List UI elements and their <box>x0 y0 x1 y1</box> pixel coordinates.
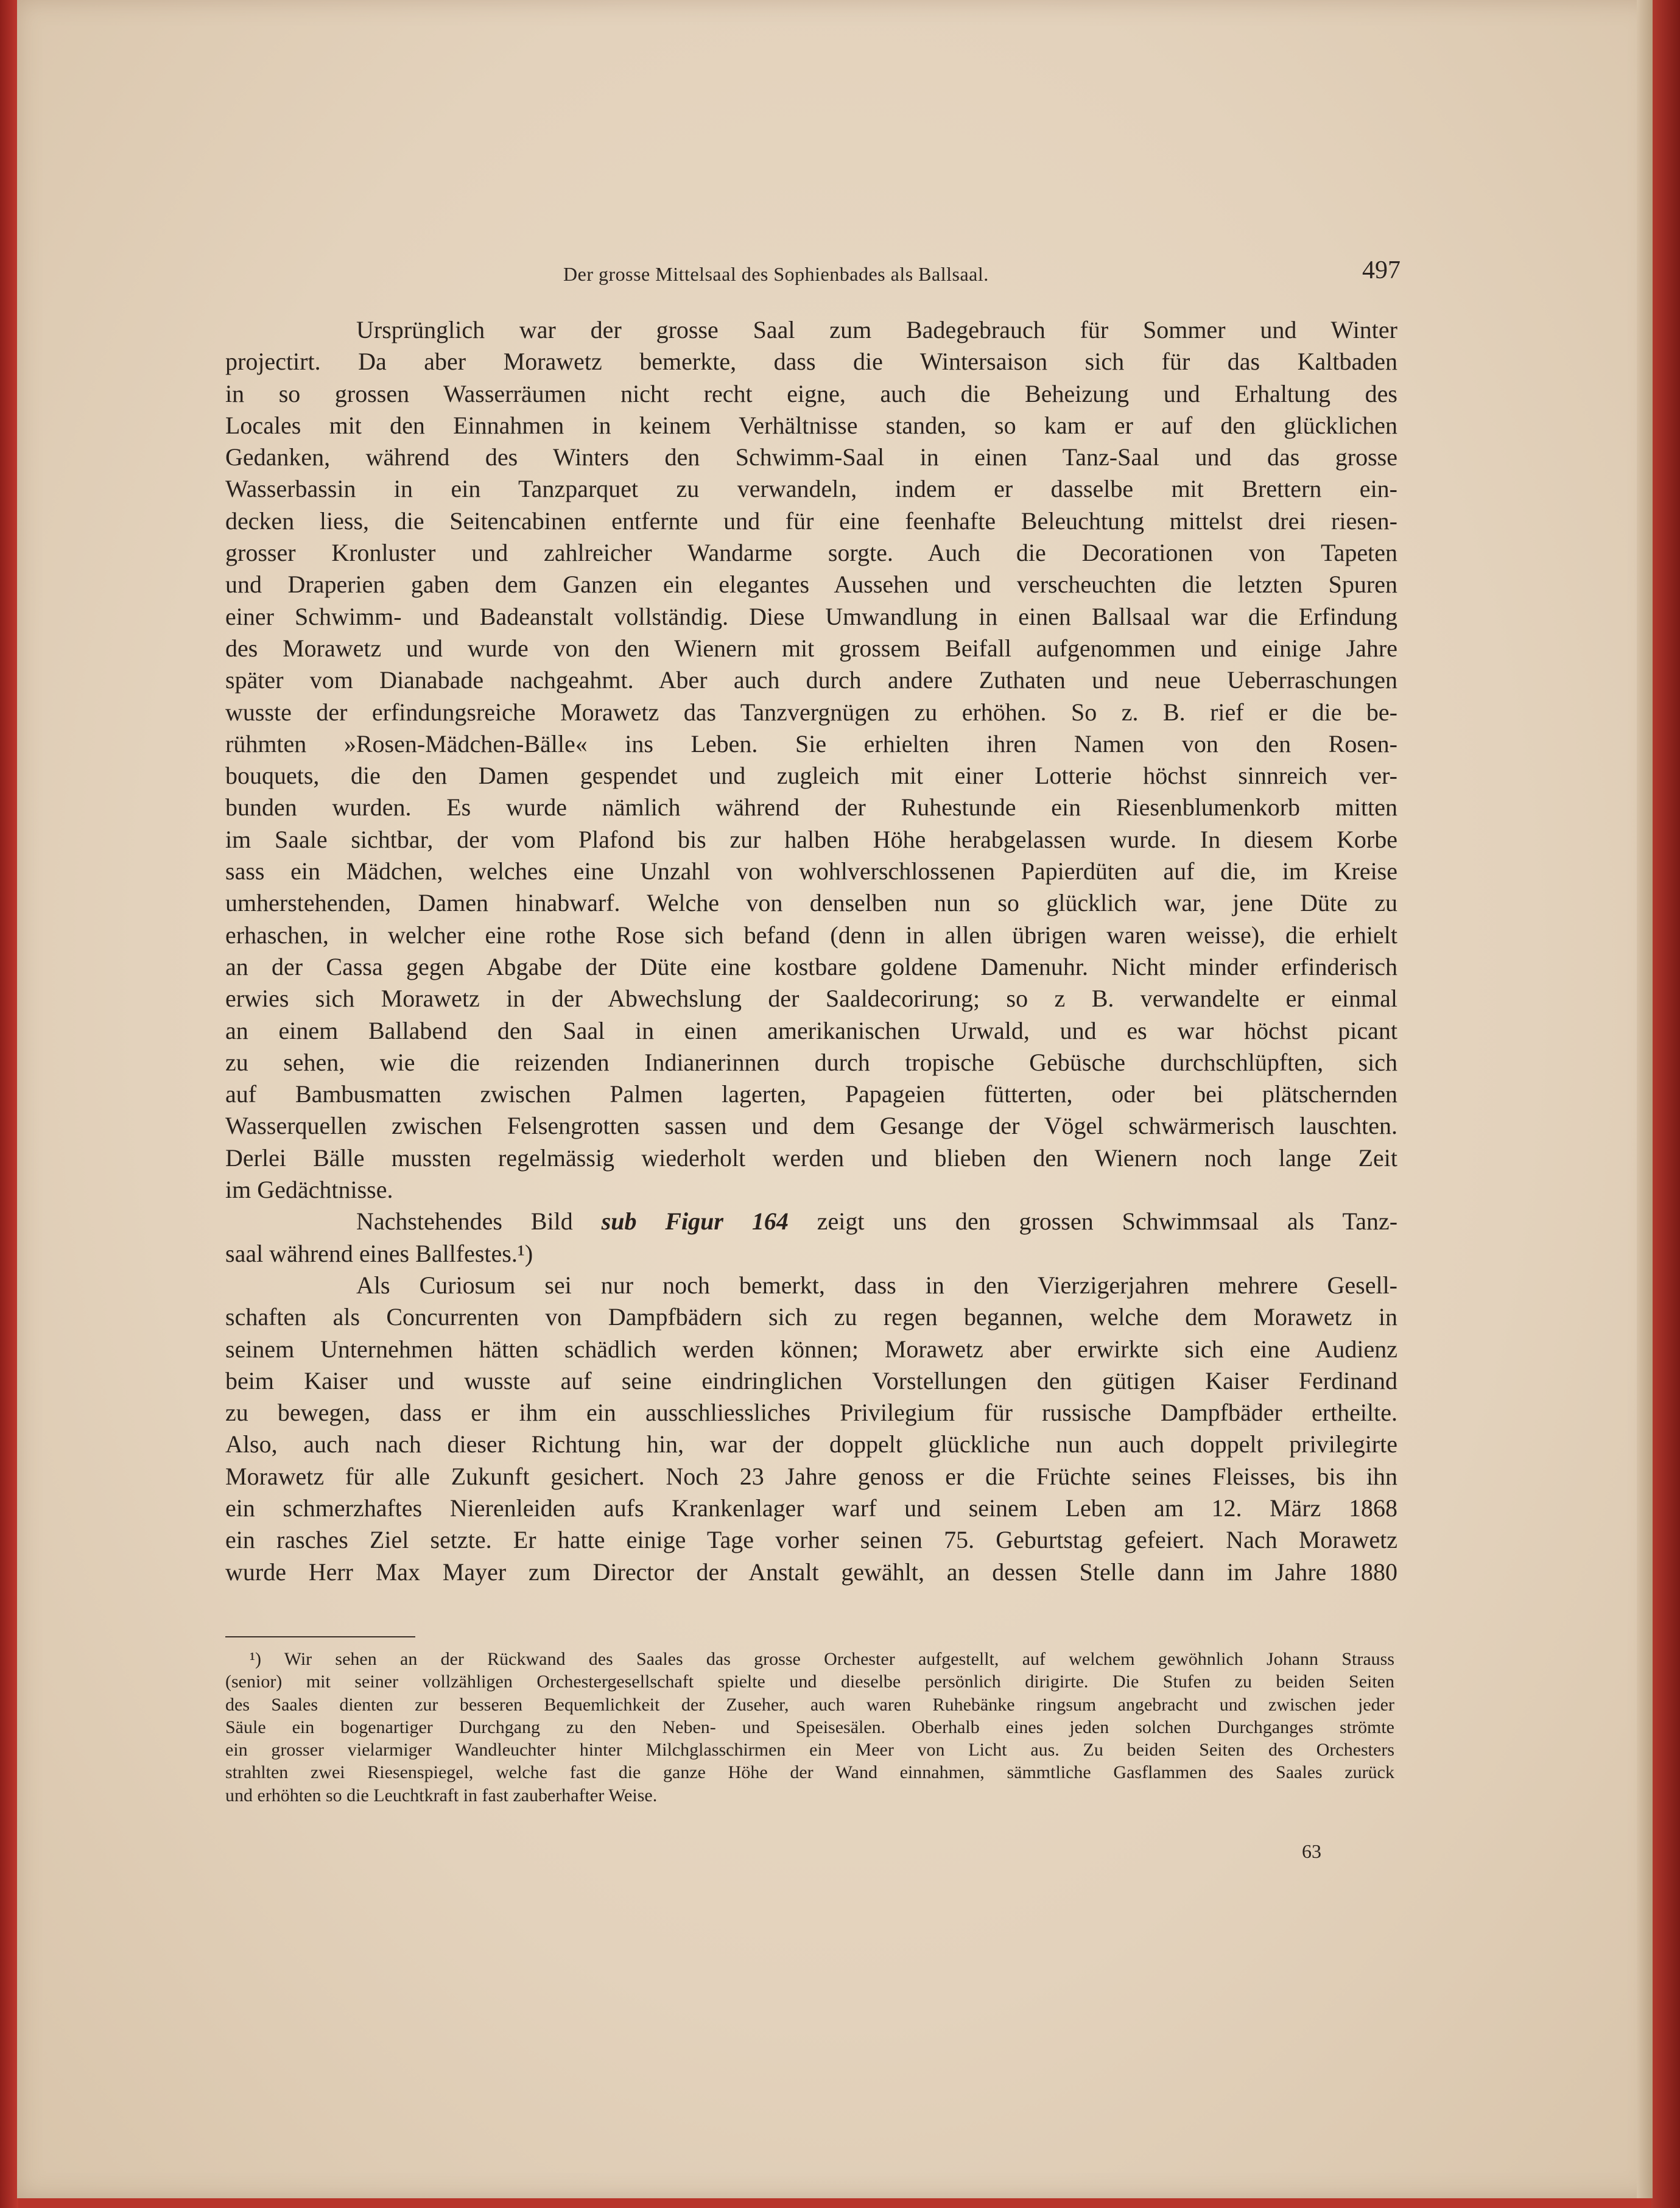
text-line: rühmten »Rosen-Mädchen-Bälle« ins Leben. Sie erhielten ihren Namen von den Rosen- <box>225 730 1397 758</box>
text-line: sass ein Mädchen, welches eine Unzahl von wohlverschlossenen Papierdüten auf die, im Kreise <box>225 857 1397 885</box>
text-line: an einem Ballabend den Saal in einen amerikanischen Urwald, und es war höchst picant <box>225 1016 1397 1044</box>
text-span: Nachstehendes Bild <box>356 1208 602 1236</box>
footnote-divider <box>225 1636 415 1637</box>
running-head: Der grosse Mittelsaal des Sophienbades als Ballsaal. <box>563 263 989 285</box>
text-line: Wasserquellen zwischen Felsengrotten sassen und dem Gesange der Vögel schwärmerisch lauschten. <box>225 1112 1397 1140</box>
text-line: umherstehenden, Damen hinabwarf. Welche von denselben nun so glücklich war, jene Düte zu <box>225 889 1397 917</box>
text-span: zeigt uns den grossen Schwimmsaal als Tanz- <box>788 1208 1397 1236</box>
text-line: an der Cassa gegen Abgabe der Düte eine kostbare goldene Damenuhr. Nicht minder erfinderisch <box>225 952 1397 980</box>
footnote-line: (senior) mit seiner vollzähligen Orchestergesellschaft spielte und dieselbe persönlich dirigirte. Die Stufen zu beiden Seiten <box>225 1672 1394 1692</box>
text-line: Morawetz für alle Zukunft gesichert. Noch 23 Jahre genoss er die Früchte seines Fleisses, bis ihn <box>225 1462 1397 1490</box>
text-line: beim Kaiser und wusste auf seine eindringlichen Vorstellungen den gütigen Kaiser Ferdinand <box>225 1366 1397 1394</box>
footnote-line: ein grosser vielarmiger Wandleuchter hinter Milchglasschirmen ein Meer von Licht aus. Zu beiden Seiten des Orchesters <box>225 1740 1394 1760</box>
text-line: in so grossen Wasserräumen nicht recht eigne, auch die Beheizung und Erhaltung des <box>225 379 1397 407</box>
footnote-line: ¹) Wir sehen an der Rückwand des Saales das grosse Orchester aufgestellt, auf welchem gewöhnlich Johann Strauss <box>250 1649 1394 1669</box>
text-line: Also, auch nach dieser Richtung hin, war der doppelt glückliche nun auch doppelt privilegirte <box>225 1430 1397 1458</box>
text-line: Ursprünglich war der grosse Saal zum Badegebrauch für Sommer und Winter <box>356 316 1397 343</box>
text-line: bouquets, die den Damen gespendet und zugleich mit einer Lotterie höchst sinnreich ver- <box>225 762 1397 790</box>
text-line: zu bewegen, dass er ihm ein ausschliessliches Privilegium für russische Dampfbäder ertheilte. <box>225 1399 1397 1427</box>
text-line: Wasserbassin in ein Tanzparquet zu verwandeln, indem er dasselbe mit Brettern ein- <box>225 475 1397 503</box>
page-header <box>219 256 1401 292</box>
text-line: bunden wurden. Es wurde nämlich während der Ruhestunde ein Riesenblumenkorb mitten <box>225 793 1397 821</box>
text-line: einer Schwimm- und Badeanstalt vollständig. Diese Umwandlung in einen Ballsaal war die Erfindung <box>225 602 1397 630</box>
text-line: Locales mit den Einnahmen in keinem Verhältnisse standen, so kam er auf den glücklichen <box>225 411 1397 439</box>
footnotes <box>225 1648 1394 1807</box>
text-line: seinem Unternehmen hätten schädlich werden können; Morawetz aber erwirkte sich eine Audienz <box>225 1335 1397 1363</box>
text-line: decken liess, die Seitencabinen entfernte und für eine feenhafte Beleuchtung mittelst drei riesen- <box>225 507 1397 535</box>
text-line: erhaschen, in welcher eine rothe Rose sich befand (denn in allen übrigen waren weisse), die erhielt <box>225 921 1397 949</box>
text-line: schaften als Concurrenten von Dampfbädern sich zu regen begannen, welche dem Morawetz in <box>225 1303 1397 1331</box>
footnote-line: Säule ein bogenartiger Durchgang zu den Neben- und Speisesälen. Oberhalb eines jeden solchen Durchganges strömte <box>225 1717 1394 1737</box>
book-binding-left <box>0 0 18 2208</box>
text-line: auf Bambusmatten zwischen Palmen lagerten, Papageien fütterten, oder bei plätschernden <box>225 1080 1397 1108</box>
text-line: zu sehen, wie die reizenden Indianerinnen durch tropische Gebüsche durchschlüpften, sich <box>225 1048 1397 1076</box>
text-line: im Gedächtnisse. <box>225 1176 393 1204</box>
text-line: wusste der erfindungsreiche Morawetz das Tanzvergnügen zu erhöhen. So z. B. rief er die be- <box>225 698 1397 726</box>
main-text <box>225 314 1397 1588</box>
text-line: im Saale sichtbar, der vom Plafond bis zur halben Höhe herabgelassen wurde. In diesem Korbe <box>225 825 1397 853</box>
text-line: projectirt. Da aber Morawetz bemerkte, dass die Wintersaison sich für das Kaltbaden <box>225 348 1397 376</box>
text-line: und Draperien gaben dem Ganzen ein elegantes Aussehen und verscheuchten die letzten Spuren <box>225 571 1397 599</box>
footnote-line: und erhöhten so die Leuchtkraft in fast zauberhafter Weise. <box>225 1785 658 1805</box>
figure-reference[interactable]: sub Figur 164 <box>601 1208 789 1236</box>
figure-reference-line <box>225 1206 1397 1237</box>
text-line: ein rasches Ziel setzte. Er hatte einige Tage vorher seinen 75. Geburtstag gefeiert. Nach Morawetz <box>225 1526 1397 1554</box>
page-edge <box>1637 0 1653 2198</box>
signature-mark: 63 <box>1302 1840 1321 1862</box>
text-line: wurde Herr Max Mayer zum Director der Anstalt gewählt, an dessen Stelle dann im Jahre 1880 <box>225 1558 1397 1586</box>
text-line: erwies sich Morawetz in der Abwechslung der Saaldecorirung; so z B. verwandelte er einmal <box>225 985 1397 1013</box>
text-line: grosser Kronluster und zahlreicher Wandarme sorgte. Auch die Decorationen von Tapeten <box>225 539 1397 567</box>
text-line: saal während eines Ballfestes.¹) <box>225 1239 533 1267</box>
footnote-line: des Saales dienten zur besseren Bequemlichkeit der Zuseher, auch waren Ruhebänke ringsum angebracht und zwischen jeder <box>225 1694 1394 1715</box>
page-number: 497 <box>1362 256 1401 284</box>
text-line: des Morawetz und wurde von den Wienern mit grossem Beifall aufgenommen und einige Jahre <box>225 634 1397 662</box>
text-line: Als Curiosum sei nur noch bemerkt, dass in den Vierzigerjahren mehrere Gesell- <box>356 1271 1397 1299</box>
text-line: ein schmerzhaftes Nierenleiden aufs Krankenlager warf und seinem Leben am 12. März 1868 <box>225 1494 1397 1522</box>
text-line: Derlei Bälle mussten regelmässig wiederholt werden und blieben den Wienern noch lange Zeit <box>225 1144 1397 1172</box>
footnote-line: strahlten zwei Riesenspiegel, welche fast die ganze Höhe der Wand einnahmen, sämmtliche Gasflammen des Saales zurück <box>225 1762 1394 1783</box>
text-line: später vom Dianabade nachgeahmt. Aber auch durch andere Zuthaten und neue Ueberraschungen <box>225 666 1397 694</box>
book-binding-right <box>1651 0 1680 2208</box>
text-line: Gedanken, während des Winters den Schwimm-Saal in einen Tanz-Saal und das grosse <box>225 443 1397 471</box>
